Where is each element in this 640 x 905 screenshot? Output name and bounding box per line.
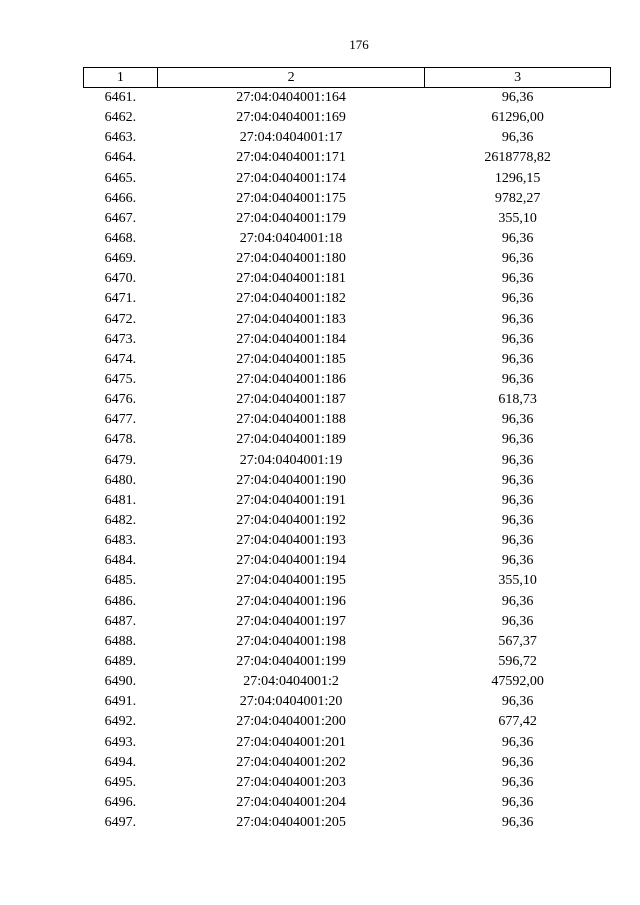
row-number-cell: 6463. (104, 130, 137, 146)
value-cell: 596,72 (498, 654, 537, 669)
row-number-cell: 6489. (104, 654, 137, 669)
value-cell: 96,36 (501, 331, 534, 347)
row-number-cell: 6477. (104, 412, 137, 428)
value-cell: 2618778,82 (484, 150, 551, 166)
table-row (84, 632, 611, 652)
value-cell: 96,36 (501, 432, 534, 448)
table-row (84, 390, 611, 410)
row-number-cell: 6478. (104, 432, 137, 448)
cadastral-number-cell: 27:04:0404001:171 (236, 150, 346, 166)
cadastral-number-cell: 27:04:0404001:202 (236, 754, 346, 770)
table-row (84, 108, 611, 128)
value-cell: 96,36 (501, 794, 534, 810)
row-number-cell: 6479. (104, 452, 137, 468)
cadastral-number-cell: 27:04:0404001:199 (236, 654, 346, 669)
table-row (84, 692, 611, 712)
cadastral-number-cell: 27:04:0404001:17 (239, 130, 343, 146)
cadastral-number-cell: 27:04:0404001:185 (236, 351, 346, 367)
value-cell: 567,37 (498, 633, 537, 649)
row-number-cell: 6462. (104, 110, 137, 126)
value-cell: 96,36 (501, 90, 534, 106)
table-row (84, 491, 611, 511)
table-row (84, 551, 611, 571)
row-number-cell: 6487. (104, 613, 137, 629)
table-row (84, 753, 611, 773)
cadastral-number-cell: 27:04:0404001:18 (239, 231, 343, 247)
table-row (84, 289, 611, 309)
table-row (84, 652, 611, 672)
value-cell: 96,36 (501, 774, 534, 790)
cadastral-table (83, 67, 611, 833)
table-row (84, 511, 611, 531)
cadastral-number-cell: 27:04:0404001:194 (236, 553, 346, 569)
row-number-cell: 6494. (104, 754, 137, 770)
table-row (84, 571, 611, 591)
table-row (84, 350, 611, 370)
value-cell: 96,36 (501, 291, 534, 307)
row-number-cell: 6466. (104, 190, 137, 206)
value-cell: 96,36 (501, 613, 534, 629)
row-number-cell: 6470. (104, 271, 137, 287)
table-row (84, 592, 611, 612)
row-number-cell: 6476. (104, 392, 137, 408)
table-row (84, 813, 611, 833)
cadastral-number-cell: 27:04:0404001:19 (239, 452, 343, 468)
cadastral-number-cell: 27:04:0404001:193 (236, 533, 346, 549)
row-number-cell: 6473. (104, 331, 137, 347)
cadastral-number-cell: 27:04:0404001:186 (236, 372, 346, 388)
cadastral-number-cell: 27:04:0404001:201 (236, 734, 346, 750)
page-number: 176 (349, 37, 369, 52)
table-row (84, 612, 611, 632)
table-row (84, 531, 611, 551)
value-cell: 677,42 (498, 714, 537, 730)
value-cell: 96,36 (501, 351, 534, 367)
value-cell: 96,36 (501, 492, 534, 508)
cadastral-number-cell: 27:04:0404001:190 (236, 472, 346, 488)
table-row (84, 773, 611, 793)
table-row (84, 471, 611, 491)
row-number-cell: 6496. (104, 794, 137, 810)
table-row (84, 733, 611, 753)
table-row (84, 128, 611, 148)
table-row (84, 249, 611, 269)
row-number-cell: 6497. (104, 815, 137, 831)
header-row (84, 68, 611, 88)
value-cell: 9782,27 (494, 190, 541, 206)
table-row (84, 310, 611, 330)
value-cell: 47592,00 (491, 674, 544, 690)
cadastral-number-cell: 27:04:0404001:183 (236, 311, 346, 327)
table-header (84, 68, 611, 88)
table-row (84, 672, 611, 692)
table-row (84, 189, 611, 209)
cadastral-number-cell: 27:04:0404001:200 (236, 714, 346, 730)
value-cell: 96,36 (501, 412, 534, 428)
row-number-cell: 6495. (104, 774, 137, 790)
cadastral-number-cell: 27:04:0404001:197 (236, 613, 346, 629)
table-row (84, 269, 611, 289)
column-header-1: 1 (84, 68, 158, 88)
cadastral-number-cell: 27:04:0404001:192 (236, 513, 346, 529)
value-cell: 96,36 (501, 815, 534, 831)
row-number-cell: 6488. (104, 633, 137, 649)
row-number-cell: 6485. (104, 573, 137, 589)
value-cell: 96,36 (501, 452, 534, 468)
row-number-cell: 6492. (104, 714, 137, 730)
table-body (84, 88, 611, 834)
table-row (84, 370, 611, 390)
cadastral-number-cell: 27:04:0404001:188 (236, 412, 346, 428)
row-number-cell: 6491. (104, 694, 137, 710)
table-row (84, 712, 611, 732)
value-cell: 96,36 (501, 472, 534, 488)
cadastral-number-cell: 27:04:0404001:205 (236, 815, 346, 831)
cadastral-number-cell: 27:04:0404001:184 (236, 331, 346, 347)
row-number-cell: 6465. (104, 170, 137, 186)
row-number-cell: 6481. (104, 492, 137, 508)
value-cell: 96,36 (501, 372, 534, 388)
cadastral-number-cell: 27:04:0404001:191 (236, 492, 346, 508)
cadastral-number-cell: 27:04:0404001:20 (239, 694, 343, 710)
value-cell: 96,36 (501, 694, 534, 710)
cadastral-number-cell: 27:04:0404001:204 (236, 794, 346, 810)
value-cell: 96,36 (501, 553, 534, 569)
value-cell: 96,36 (501, 734, 534, 750)
row-number-cell: 6474. (104, 351, 137, 367)
value-cell: 96,36 (501, 271, 534, 287)
table-row (84, 410, 611, 430)
row-number-cell: 6480. (104, 472, 137, 488)
cadastral-number-cell: 27:04:0404001:2 (243, 674, 339, 690)
cadastral-number-cell: 27:04:0404001:182 (236, 291, 346, 307)
row-number-cell: 6483. (104, 533, 137, 549)
row-number-cell: 6490. (104, 674, 137, 690)
row-number-cell: 6464. (104, 150, 137, 166)
row-number-cell: 6468. (104, 231, 137, 247)
table-row (84, 793, 611, 813)
row-number-cell: 6469. (104, 251, 137, 267)
row-number-cell: 6467. (104, 210, 137, 226)
value-cell: 96,36 (501, 251, 534, 267)
value-cell: 96,36 (501, 533, 534, 549)
cadastral-number-cell: 27:04:0404001:180 (236, 251, 346, 267)
row-number-cell: 6472. (104, 311, 137, 327)
cadastral-number-cell: 27:04:0404001:164 (236, 90, 346, 106)
cadastral-number-cell: 27:04:0404001:175 (236, 190, 346, 206)
value-cell: 96,36 (501, 130, 534, 146)
value-cell: 355,10 (498, 573, 537, 589)
cadastral-number-cell: 27:04:0404001:187 (236, 392, 346, 408)
row-number-cell: 6493. (104, 734, 137, 750)
row-number-cell: 6461. (104, 90, 137, 106)
value-cell: 96,36 (501, 754, 534, 770)
table-row (84, 330, 611, 350)
table-row (84, 229, 611, 249)
cadastral-number-cell: 27:04:0404001:195 (236, 573, 346, 589)
cadastral-number-cell: 27:04:0404001:169 (236, 110, 346, 126)
row-number-cell: 6482. (104, 513, 137, 529)
value-cell: 96,36 (501, 311, 534, 327)
cadastral-number-cell: 27:04:0404001:203 (236, 774, 346, 790)
table-row (84, 148, 611, 168)
table-row (84, 451, 611, 471)
value-cell: 355,10 (498, 210, 537, 226)
value-cell: 96,36 (501, 513, 534, 529)
column-header-3: 3 (425, 68, 611, 88)
table-row (84, 88, 611, 109)
value-cell: 1296,15 (494, 170, 541, 186)
value-cell: 61296,00 (491, 110, 544, 126)
row-number-cell: 6486. (104, 593, 137, 609)
row-number-cell: 6475. (104, 372, 137, 388)
cadastral-number-cell: 27:04:0404001:179 (236, 210, 346, 226)
cadastral-number-cell: 27:04:0404001:189 (236, 432, 346, 448)
column-header-2: 2 (157, 68, 425, 88)
value-cell: 96,36 (501, 231, 534, 247)
row-number-cell: 6471. (104, 291, 137, 307)
value-cell: 618,73 (498, 392, 537, 408)
cadastral-number-cell: 27:04:0404001:174 (236, 170, 346, 186)
table-row (84, 430, 611, 450)
table-row (84, 209, 611, 229)
cadastral-number-cell: 27:04:0404001:181 (236, 271, 346, 287)
value-cell: 96,36 (501, 593, 534, 609)
table-row (84, 169, 611, 189)
cadastral-number-cell: 27:04:0404001:196 (236, 593, 346, 609)
row-number-cell: 6484. (104, 553, 137, 569)
cadastral-number-cell: 27:04:0404001:198 (236, 633, 346, 649)
